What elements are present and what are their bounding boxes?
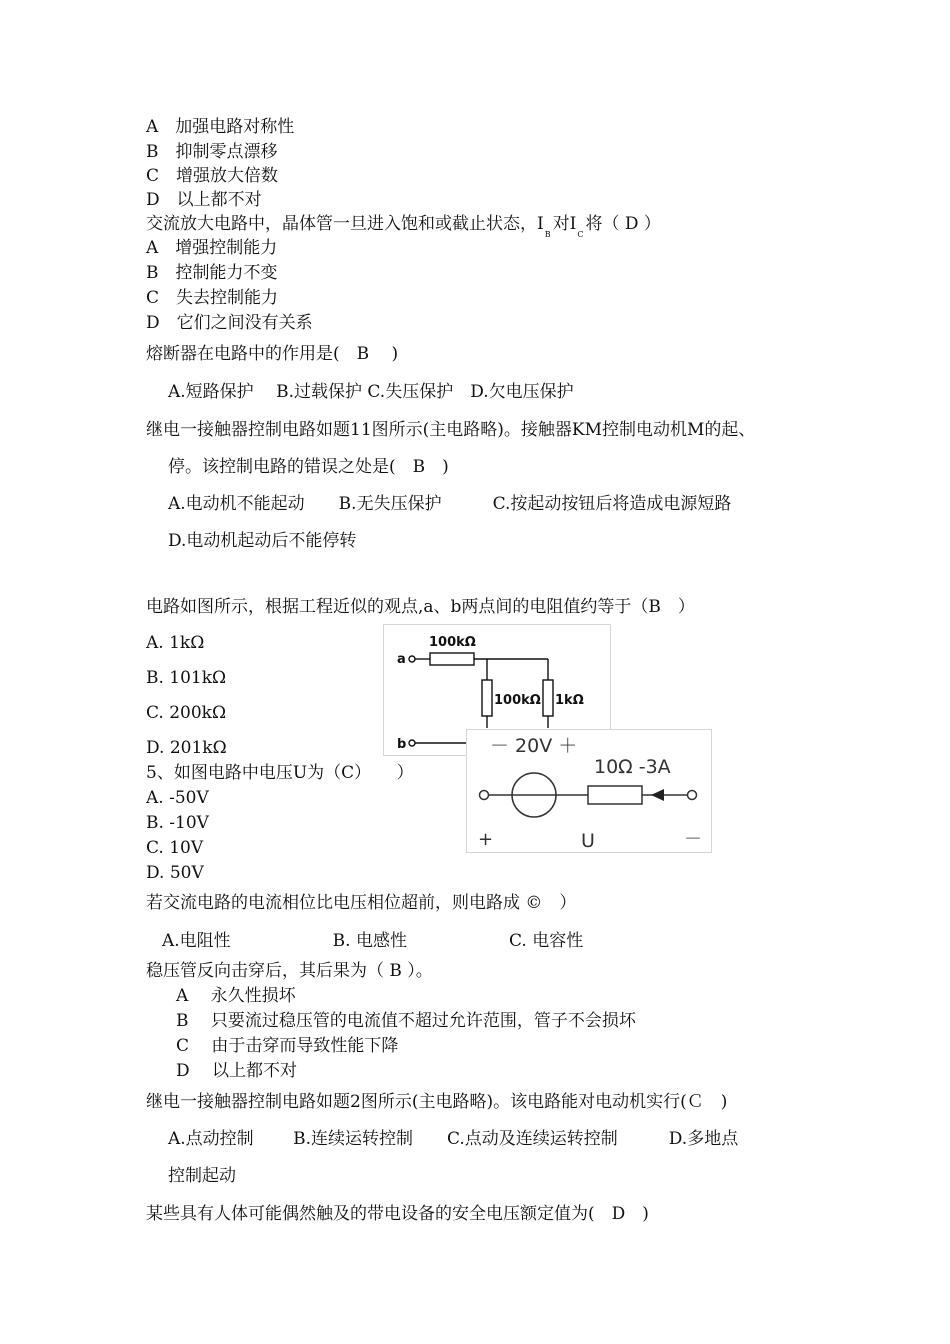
terminal-left xyxy=(480,791,489,800)
source-label: － 20V ＋ xyxy=(490,735,578,757)
question-stem: 稳压管反向击穿后，其后果为（ B ）。 xyxy=(146,961,433,981)
option-line: A 永久性损坏 xyxy=(176,986,296,1006)
option-line: B 抑制零点漂移 xyxy=(146,142,278,162)
question-stem-continued: 停。该控制电路的错误之处是( B ) xyxy=(168,457,449,477)
question-stem: 继电一接触器控制电路如题2图所示(主电路略)。该电路能对电动机实行(Ｃ ) xyxy=(146,1092,728,1112)
terminal-b xyxy=(409,740,415,746)
series-resistor-label: 100kΩ xyxy=(429,635,476,650)
question-stem: 5、如图电路中电压U为（C） ） xyxy=(146,763,414,783)
option-line: A.短路保护 B.过载保护 C.失压保护 D.欠电压保护 xyxy=(168,382,574,402)
option-line-continued: 控制起动 xyxy=(168,1166,236,1186)
voltage-circuit-figure xyxy=(466,729,712,853)
option-line: B. 101kΩ xyxy=(146,668,227,688)
right-resistor xyxy=(543,680,553,716)
option-line: B. -10V xyxy=(146,813,209,833)
question-stem: 若交流电路的电流相位比电压相位超前，则电路成 © ） xyxy=(146,893,577,913)
option-line: D 它们之间没有关系 xyxy=(146,313,313,333)
question-stem: 电路如图所示，根据工程近似的观点,a、b两点间的电阻值约等于（B ） xyxy=(146,597,695,617)
option-line: C. 10V xyxy=(146,838,204,858)
question-stem: 继电一接触器控制电路如题11图所示(主电路略)。接触器KM控制电动机M的起、 xyxy=(146,420,756,440)
terminal-a xyxy=(409,656,415,662)
option-line: B 只要流过稳压管的电流值不超过允许范围，管子不会损坏 xyxy=(176,1011,636,1031)
question-stem: 熔断器在电路中的作用是( B ) xyxy=(146,344,399,364)
option-line: C 失去控制能力 xyxy=(146,288,279,308)
option-line: D 以上都不对 xyxy=(146,190,262,210)
option-line: D.电动机起动后不能停转 xyxy=(168,531,357,551)
option-line: A.点动控制 B.连续运转控制 C.点动及连续运转控制 D.多地点 xyxy=(168,1129,739,1149)
option-line: D. 50V xyxy=(146,863,204,883)
left-resistor-label: 100kΩ xyxy=(494,693,541,708)
right-resistor-label: 1kΩ xyxy=(555,693,584,708)
node-a-label: a xyxy=(397,652,406,667)
option-line: A 加强电路对称性 xyxy=(146,117,295,137)
option-line: C 由于击穿而导致性能下降 xyxy=(176,1036,399,1056)
option-line: C. 200kΩ xyxy=(146,703,227,723)
option-line: D 以上都不对 xyxy=(176,1061,298,1081)
option-line: C 增强放大倍数 xyxy=(146,166,279,186)
resistor-current-label: 10Ω -3A xyxy=(594,756,671,778)
voltage-u-label: U xyxy=(581,830,595,852)
option-line: D. 201kΩ xyxy=(146,738,227,758)
question-stem: 交流放大电路中，晶体管一旦进入饱和或截止状态，$I_B$对$I_C$将（ D ） xyxy=(146,214,661,239)
option-line: A. -50V xyxy=(146,788,209,808)
option-line: A.电动机不能起动 B.无失压保护 C.按起动按钮后将造成电源短路 xyxy=(168,494,732,514)
left-resistor xyxy=(482,680,492,716)
option-line: A.电阻性 B. 电感性 C. 电容性 xyxy=(162,931,584,951)
node-b-label: b xyxy=(397,737,407,752)
question-stem: 某些具有人体可能偶然触及的带电设备的安全电压额定值为( D ) xyxy=(146,1204,649,1224)
option-line: A 增强控制能力 xyxy=(146,238,278,258)
terminal-right xyxy=(688,791,697,800)
option-line: B 控制能力不变 xyxy=(146,263,278,283)
minus-sign: － xyxy=(684,829,702,850)
plus-sign: + xyxy=(478,829,494,850)
resistor-10ohm xyxy=(588,786,642,804)
series-resistor xyxy=(430,653,474,665)
option-line: A. 1kΩ xyxy=(146,633,205,653)
